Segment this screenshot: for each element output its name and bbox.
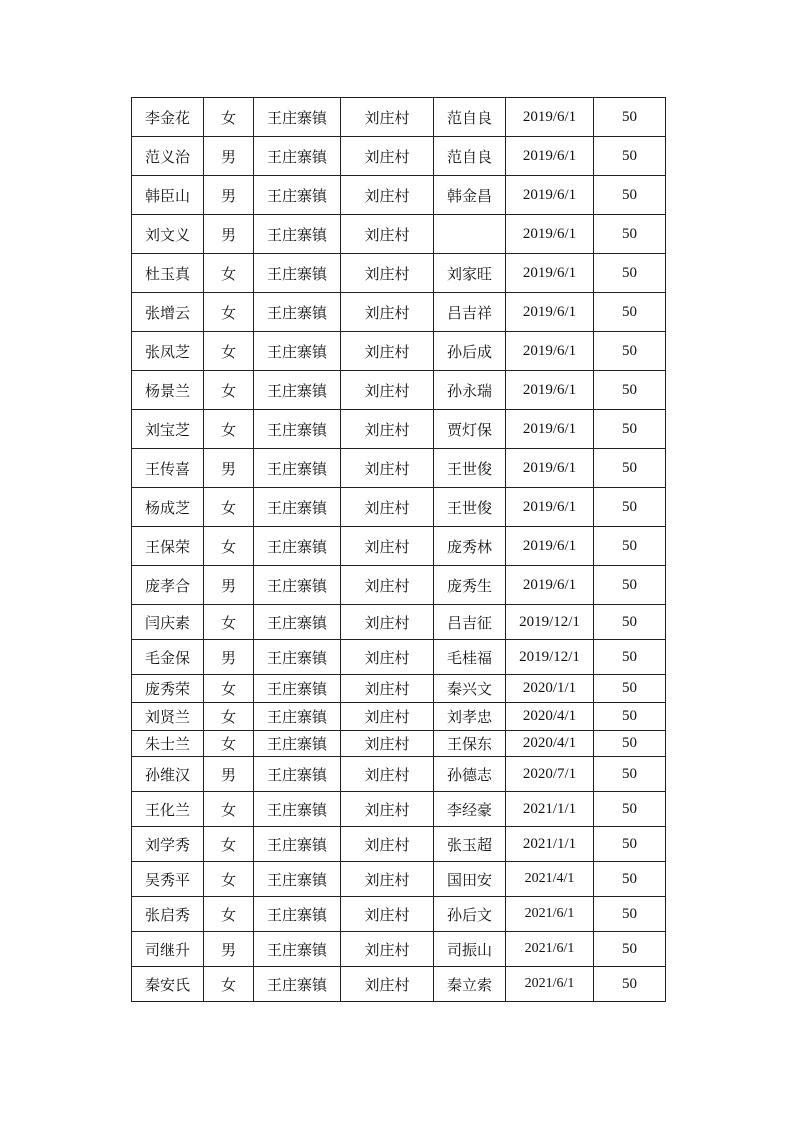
cell-name: 闫庆素 xyxy=(132,605,204,640)
cell-sex: 男 xyxy=(204,757,254,792)
cell-sex: 男 xyxy=(204,566,254,605)
cell-village: 刘庄村 xyxy=(341,703,434,731)
cell-amount: 50 xyxy=(594,757,666,792)
cell-date: 2021/4/1 xyxy=(506,862,594,897)
cell-name: 张凤芝 xyxy=(132,332,204,371)
cell-sex: 女 xyxy=(204,254,254,293)
cell-village: 刘庄村 xyxy=(341,332,434,371)
table-row xyxy=(132,527,666,566)
cell-village: 刘庄村 xyxy=(341,757,434,792)
cell-amount: 50 xyxy=(594,967,666,1002)
cell-proxy: 李经豪 xyxy=(434,792,506,827)
cell-town: 王庄寨镇 xyxy=(254,371,341,410)
cell-name: 李金花 xyxy=(132,98,204,137)
cell-sex: 女 xyxy=(204,527,254,566)
cell-date: 2020/4/1 xyxy=(506,703,594,731)
table-row xyxy=(132,215,666,254)
cell-town: 王庄寨镇 xyxy=(254,215,341,254)
cell-amount: 50 xyxy=(594,897,666,932)
table-row xyxy=(132,827,666,862)
cell-town: 王庄寨镇 xyxy=(254,792,341,827)
cell-date: 2019/6/1 xyxy=(506,410,594,449)
cell-town: 王庄寨镇 xyxy=(254,176,341,215)
cell-date: 2019/6/1 xyxy=(506,332,594,371)
cell-town: 王庄寨镇 xyxy=(254,675,341,703)
cell-village: 刘庄村 xyxy=(341,449,434,488)
cell-proxy: 秦兴文 xyxy=(434,675,506,703)
table-row xyxy=(132,371,666,410)
records-table-body xyxy=(132,98,666,1002)
cell-village: 刘庄村 xyxy=(341,731,434,757)
cell-date: 2019/12/1 xyxy=(506,605,594,640)
cell-date: 2020/7/1 xyxy=(506,757,594,792)
cell-sex: 女 xyxy=(204,827,254,862)
cell-town: 王庄寨镇 xyxy=(254,757,341,792)
table-row xyxy=(132,675,666,703)
cell-date: 2019/6/1 xyxy=(506,293,594,332)
cell-village: 刘庄村 xyxy=(341,410,434,449)
cell-village: 刘庄村 xyxy=(341,675,434,703)
cell-town: 王庄寨镇 xyxy=(254,527,341,566)
cell-village: 刘庄村 xyxy=(341,293,434,332)
cell-amount: 50 xyxy=(594,176,666,215)
cell-sex: 女 xyxy=(204,410,254,449)
cell-town: 王庄寨镇 xyxy=(254,449,341,488)
cell-sex: 女 xyxy=(204,605,254,640)
cell-town: 王庄寨镇 xyxy=(254,254,341,293)
table-row xyxy=(132,757,666,792)
table-row xyxy=(132,731,666,757)
cell-sex: 男 xyxy=(204,640,254,675)
cell-village: 刘庄村 xyxy=(341,967,434,1002)
cell-date: 2019/6/1 xyxy=(506,215,594,254)
cell-amount: 50 xyxy=(594,371,666,410)
cell-sex: 女 xyxy=(204,792,254,827)
cell-date: 2019/6/1 xyxy=(506,176,594,215)
cell-proxy: 孙德志 xyxy=(434,757,506,792)
table-row xyxy=(132,703,666,731)
cell-proxy: 张玉超 xyxy=(434,827,506,862)
table-row xyxy=(132,792,666,827)
cell-town: 王庄寨镇 xyxy=(254,137,341,176)
cell-village: 刘庄村 xyxy=(341,254,434,293)
cell-date: 2021/6/1 xyxy=(506,932,594,967)
cell-amount: 50 xyxy=(594,410,666,449)
cell-name: 刘贤兰 xyxy=(132,703,204,731)
cell-date: 2019/12/1 xyxy=(506,640,594,675)
cell-town: 王庄寨镇 xyxy=(254,897,341,932)
cell-date: 2020/4/1 xyxy=(506,731,594,757)
cell-amount: 50 xyxy=(594,675,666,703)
cell-town: 王庄寨镇 xyxy=(254,932,341,967)
cell-sex: 女 xyxy=(204,703,254,731)
cell-amount: 50 xyxy=(594,792,666,827)
cell-name: 司继升 xyxy=(132,932,204,967)
cell-name: 吴秀平 xyxy=(132,862,204,897)
cell-village: 刘庄村 xyxy=(341,137,434,176)
cell-town: 王庄寨镇 xyxy=(254,293,341,332)
cell-proxy: 秦立索 xyxy=(434,967,506,1002)
cell-sex: 女 xyxy=(204,332,254,371)
table-row xyxy=(132,897,666,932)
cell-proxy: 王世俊 xyxy=(434,488,506,527)
cell-sex: 男 xyxy=(204,932,254,967)
cell-amount: 50 xyxy=(594,731,666,757)
cell-date: 2019/6/1 xyxy=(506,98,594,137)
table-row xyxy=(132,640,666,675)
cell-amount: 50 xyxy=(594,640,666,675)
cell-sex: 女 xyxy=(204,731,254,757)
cell-amount: 50 xyxy=(594,605,666,640)
cell-amount: 50 xyxy=(594,932,666,967)
cell-sex: 女 xyxy=(204,488,254,527)
cell-village: 刘庄村 xyxy=(341,792,434,827)
cell-amount: 50 xyxy=(594,137,666,176)
cell-amount: 50 xyxy=(594,862,666,897)
records-table xyxy=(131,97,666,1002)
cell-sex: 女 xyxy=(204,371,254,410)
cell-name: 杨成芝 xyxy=(132,488,204,527)
table-row xyxy=(132,566,666,605)
cell-name: 秦安氏 xyxy=(132,967,204,1002)
cell-town: 王庄寨镇 xyxy=(254,410,341,449)
table-row xyxy=(132,293,666,332)
cell-village: 刘庄村 xyxy=(341,827,434,862)
cell-amount: 50 xyxy=(594,566,666,605)
cell-sex: 女 xyxy=(204,293,254,332)
cell-town: 王庄寨镇 xyxy=(254,827,341,862)
cell-proxy: 庞秀林 xyxy=(434,527,506,566)
cell-proxy: 贾灯保 xyxy=(434,410,506,449)
cell-date: 2019/6/1 xyxy=(506,566,594,605)
cell-name: 朱士兰 xyxy=(132,731,204,757)
cell-date: 2019/6/1 xyxy=(506,254,594,293)
cell-name: 王传喜 xyxy=(132,449,204,488)
cell-name: 刘文义 xyxy=(132,215,204,254)
cell-sex: 男 xyxy=(204,449,254,488)
cell-sex: 女 xyxy=(204,897,254,932)
cell-amount: 50 xyxy=(594,293,666,332)
cell-sex: 男 xyxy=(204,215,254,254)
cell-date: 2019/6/1 xyxy=(506,449,594,488)
cell-amount: 50 xyxy=(594,215,666,254)
cell-name: 范义治 xyxy=(132,137,204,176)
cell-sex: 女 xyxy=(204,675,254,703)
cell-date: 2021/6/1 xyxy=(506,897,594,932)
cell-village: 刘庄村 xyxy=(341,488,434,527)
cell-town: 王庄寨镇 xyxy=(254,967,341,1002)
cell-proxy: 韩金昌 xyxy=(434,176,506,215)
cell-amount: 50 xyxy=(594,703,666,731)
cell-village: 刘庄村 xyxy=(341,566,434,605)
cell-name: 庞秀荣 xyxy=(132,675,204,703)
table-row xyxy=(132,605,666,640)
cell-amount: 50 xyxy=(594,449,666,488)
cell-town: 王庄寨镇 xyxy=(254,98,341,137)
cell-date: 2021/1/1 xyxy=(506,792,594,827)
cell-proxy: 司振山 xyxy=(434,932,506,967)
cell-date: 2019/6/1 xyxy=(506,371,594,410)
cell-proxy: 毛桂福 xyxy=(434,640,506,675)
cell-amount: 50 xyxy=(594,827,666,862)
cell-village: 刘庄村 xyxy=(341,932,434,967)
table-row xyxy=(132,449,666,488)
table-row xyxy=(132,254,666,293)
cell-proxy: 王世俊 xyxy=(434,449,506,488)
cell-date: 2019/6/1 xyxy=(506,527,594,566)
cell-proxy: 刘家旺 xyxy=(434,254,506,293)
cell-proxy: 范自良 xyxy=(434,137,506,176)
cell-date: 2019/6/1 xyxy=(506,137,594,176)
cell-town: 王庄寨镇 xyxy=(254,488,341,527)
cell-proxy: 孙永瑞 xyxy=(434,371,506,410)
cell-amount: 50 xyxy=(594,488,666,527)
cell-date: 2020/1/1 xyxy=(506,675,594,703)
cell-town: 王庄寨镇 xyxy=(254,640,341,675)
cell-name: 王化兰 xyxy=(132,792,204,827)
cell-village: 刘庄村 xyxy=(341,215,434,254)
cell-name: 张增云 xyxy=(132,293,204,332)
cell-amount: 50 xyxy=(594,527,666,566)
cell-name: 张启秀 xyxy=(132,897,204,932)
table-row xyxy=(132,176,666,215)
cell-town: 王庄寨镇 xyxy=(254,566,341,605)
cell-sex: 男 xyxy=(204,176,254,215)
cell-date: 2019/6/1 xyxy=(506,488,594,527)
cell-proxy xyxy=(434,215,506,254)
cell-name: 杨景兰 xyxy=(132,371,204,410)
cell-name: 杜玉真 xyxy=(132,254,204,293)
cell-village: 刘庄村 xyxy=(341,640,434,675)
cell-name: 毛金保 xyxy=(132,640,204,675)
cell-name: 刘学秀 xyxy=(132,827,204,862)
cell-amount: 50 xyxy=(594,98,666,137)
table-row xyxy=(132,967,666,1002)
cell-town: 王庄寨镇 xyxy=(254,862,341,897)
cell-village: 刘庄村 xyxy=(341,897,434,932)
cell-village: 刘庄村 xyxy=(341,176,434,215)
cell-proxy: 孙后成 xyxy=(434,332,506,371)
cell-proxy: 孙后文 xyxy=(434,897,506,932)
cell-name: 孙维汉 xyxy=(132,757,204,792)
table-row xyxy=(132,98,666,137)
cell-town: 王庄寨镇 xyxy=(254,703,341,731)
cell-village: 刘庄村 xyxy=(341,98,434,137)
cell-proxy: 吕吉征 xyxy=(434,605,506,640)
cell-town: 王庄寨镇 xyxy=(254,332,341,371)
cell-proxy: 国田安 xyxy=(434,862,506,897)
table-row xyxy=(132,932,666,967)
cell-proxy: 范自良 xyxy=(434,98,506,137)
cell-village: 刘庄村 xyxy=(341,527,434,566)
cell-amount: 50 xyxy=(594,332,666,371)
cell-village: 刘庄村 xyxy=(341,371,434,410)
cell-name: 韩臣山 xyxy=(132,176,204,215)
table-row xyxy=(132,332,666,371)
cell-town: 王庄寨镇 xyxy=(254,731,341,757)
table-row xyxy=(132,862,666,897)
cell-town: 王庄寨镇 xyxy=(254,605,341,640)
cell-proxy: 王保东 xyxy=(434,731,506,757)
table-row xyxy=(132,137,666,176)
cell-village: 刘庄村 xyxy=(341,605,434,640)
cell-name: 庞孝合 xyxy=(132,566,204,605)
cell-name: 王保荣 xyxy=(132,527,204,566)
table-row xyxy=(132,410,666,449)
cell-date: 2021/6/1 xyxy=(506,967,594,1002)
cell-date: 2021/1/1 xyxy=(506,827,594,862)
cell-sex: 女 xyxy=(204,98,254,137)
cell-sex: 男 xyxy=(204,137,254,176)
cell-proxy: 吕吉祥 xyxy=(434,293,506,332)
cell-proxy: 刘孝忠 xyxy=(434,703,506,731)
table-row xyxy=(132,488,666,527)
cell-amount: 50 xyxy=(594,254,666,293)
cell-sex: 女 xyxy=(204,967,254,1002)
cell-proxy: 庞秀生 xyxy=(434,566,506,605)
cell-village: 刘庄村 xyxy=(341,862,434,897)
cell-sex: 女 xyxy=(204,862,254,897)
cell-name: 刘宝芝 xyxy=(132,410,204,449)
